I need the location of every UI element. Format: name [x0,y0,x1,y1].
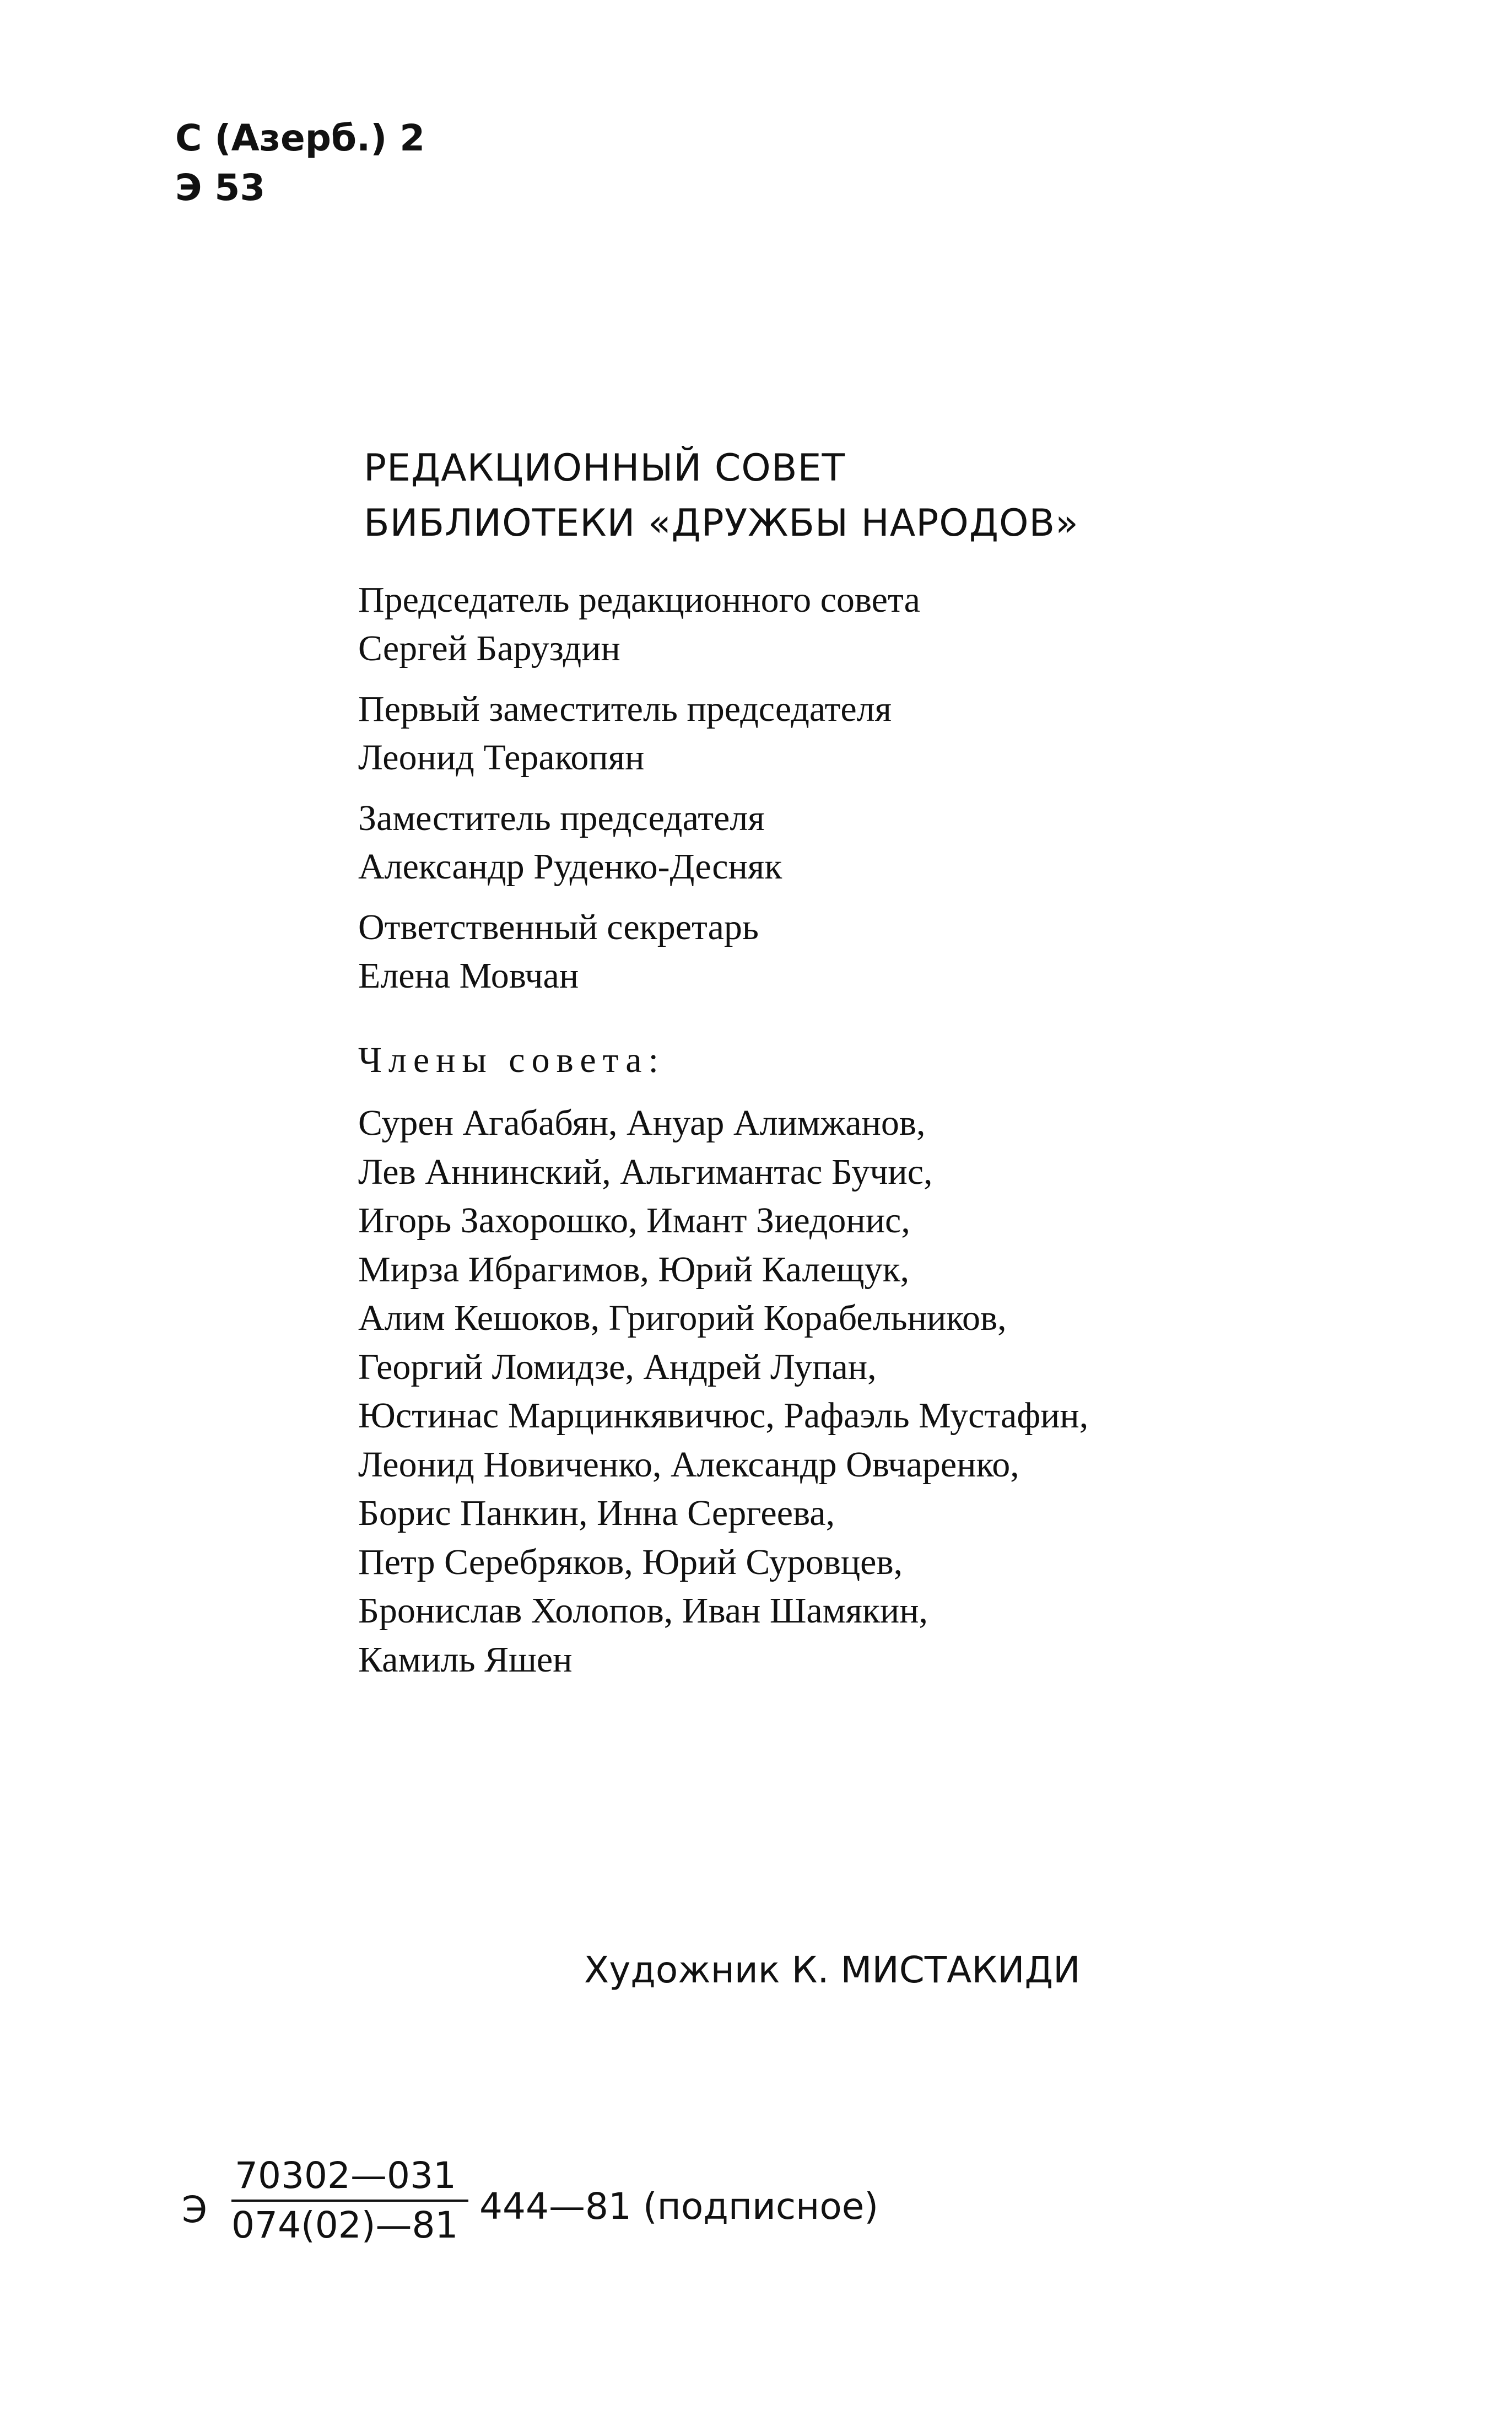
publication-code-denominator: 074(02)—81 [231,2204,458,2246]
members-line: Петр Серебряков, Юрий Суровцев, [358,1541,903,1582]
officer-entry [358,685,920,782]
members-line: Борис Панкин, Инна Сергеева, [358,1493,835,1533]
editorial-board-title [364,441,1079,551]
officer-entry [358,903,920,1000]
officer-role: Первый заместитель председателя [358,689,892,729]
members-line: Бронислав Холопов, Иван Шамякин, [358,1591,928,1631]
members-line: Георгий Ломидзе, Андрей Лупан, [358,1346,877,1387]
members-line: Алим Кешоков, Григорий Корабельников, [358,1298,1007,1338]
members-line: Сурен Агабабян, Ануар Алимжанов, [358,1103,926,1143]
members-line: Игорь Захорошко, Имант Зиедонис, [358,1200,910,1241]
classification-code [175,114,425,213]
board-title-line-1: РЕДАКЦИОННЫЙ СОВЕТ [364,446,845,490]
officer-name: Сергей Баруздин [358,628,620,669]
board-officers [358,576,920,1012]
officer-name: Леонид Теракопян [358,737,645,778]
officer-entry [358,794,920,891]
publication-code-suffix: 444—81 (подписное) [479,2185,879,2228]
officer-role: Председатель редакционного совета [358,580,920,620]
members-line: Леонид Новиченко, Александр Овчаренко, [358,1444,1019,1485]
members-list [358,1099,1088,1684]
officer-role: Ответственный секретарь [358,907,759,947]
officer-name: Елена Мовчан [358,956,579,996]
members-line: Мирза Ибрагимов, Юрий Калещук, [358,1249,910,1290]
members-heading: Члены совета: [358,1040,665,1080]
publication-code-letter: Э [182,2189,208,2231]
publication-code [182,2152,898,2262]
members-line: Камиль Яшен [358,1639,573,1680]
artist-credit: Художник К. МИСТАКИДИ [584,1949,1081,1991]
officer-entry [358,576,920,673]
board-title-line-2: БИБЛИОТЕКИ «ДРУЖБЫ НАРОДОВ» [364,502,1079,545]
members-line: Лев Аннинский, Альгимантас Бучис, [358,1151,933,1192]
publication-code-fraction [231,2152,468,2249]
classification-line-2: Э 53 [175,166,266,209]
officer-role: Заместитель председателя [358,798,765,838]
members-line: Юстинас Марцинкявичюс, Рафаэль Мустафин, [358,1395,1089,1436]
publication-code-numerator: 70302—031 [235,2154,456,2197]
classification-line-1: С (Азерб.) 2 [175,117,425,159]
officer-name: Александр Руденко-Десняк [358,847,782,887]
